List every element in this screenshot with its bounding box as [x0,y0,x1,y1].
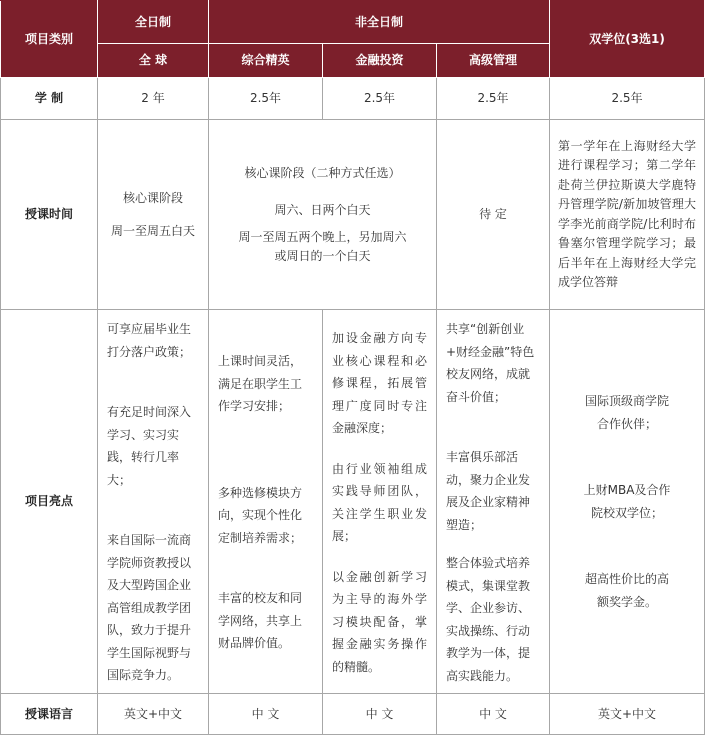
duration-senior: 2.5年 [437,78,550,120]
schedule-global-title: 核心课阶段 [122,190,183,205]
language-dual: 英文+中文 [550,694,705,735]
highlights-global [98,310,209,694]
schedule-parttime-title: 核心课阶段（二种方式任选） [244,165,401,180]
highlights-senior-item: 整合体验式培养模式，集课堂教学、企业参访、实战操练、行动教学为一体，提高实践能力。 [446,556,531,683]
highlights-comprehensive-item: 多种选修模块方向，实现个性化定制培养需求； [218,485,303,545]
schedule-label: 授课时间 [1,120,98,310]
duration-comprehensive: 2.5年 [209,78,323,120]
highlights-finance-item: 由行业领袖组成实践导师团队，关注学生职业发展； [332,461,427,543]
schedule-parttime-opt2: 周一至周五两个晚上，另加周六或周日的一个白天 [238,229,407,263]
duration-dual: 2.5年 [550,78,705,120]
header-senior: 高级管理 [437,44,550,78]
schedule-parttime-opt1: 周六、日两个白天 [274,202,371,217]
highlights-comprehensive [209,310,323,694]
highlights-senior-item: 共享“创新创业+财经金融”特色校友网络，成就奋斗价值； [446,322,535,404]
duration-global: 2 年 [98,78,209,120]
highlights-global-item: 有充足时间深入学习、实习实践，转行几率大； [107,405,192,487]
duration-finance: 2.5年 [323,78,437,120]
header-global: 全 球 [98,44,209,78]
header-fulltime: 全日制 [98,1,209,44]
language-finance: 中 文 [323,694,437,735]
highlights-comprehensive-item: 丰富的校友和同学网络，共享上财品牌价值。 [218,591,303,651]
language-label: 授课语言 [1,694,98,735]
schedule-global [98,120,209,310]
language-comprehensive: 中 文 [209,694,323,735]
header-dual-degree: 双学位(3选1) [550,1,705,78]
header-finance: 金融投资 [323,44,437,78]
schedule-senior: 待 定 [437,120,550,310]
schedule-dual-text: 第一学年在上海财经大学进行课程学习；第二学年赴荷兰伊拉斯谟大学鹿特丹管理学院/新加坡管理大学李光前商学院/比利时布鲁塞尔管理学院学习；最后半年在上海财经大学完成学位答辩 [558,138,697,289]
row-highlights [1,310,705,694]
highlights-label: 项目亮点 [1,310,98,694]
highlights-finance-item: 以金融创新学习为主导的海外学习模块配备，掌握金融实务操作的精髓。 [332,569,427,674]
highlights-dual-item: 超高性价比的高额奖学金。 [585,572,670,609]
highlights-dual-item: 国际顶级商学院合作伙伴； [585,394,670,431]
highlights-global-item: 可享应届毕业生打分落户政策； [107,322,192,359]
header-comprehensive: 综合精英 [209,44,323,78]
row-schedule [1,120,705,310]
highlights-senior [437,310,550,694]
highlights-senior-item: 丰富俱乐部活动，聚力企业发展及企业家精神塑造； [446,450,531,532]
highlights-dual-item: 上财MBA及合作院校双学位； [583,483,671,520]
schedule-global-time: 周一至周五白天 [110,223,195,238]
duration-label: 学 制 [1,78,98,120]
header-parttime: 非全日制 [209,1,550,44]
language-senior: 中 文 [437,694,550,735]
schedule-dual [550,120,705,310]
row-duration [1,78,705,120]
schedule-parttime [209,120,437,310]
highlights-finance [323,310,437,694]
highlights-comprehensive-item: 上课时间灵活，满足在职学生工作学习安排； [218,354,303,414]
header-category: 项目类别 [1,1,98,78]
row-language [1,694,705,735]
highlights-global-item: 来自国际一流商学院师资教授以及大型跨国企业高管组成教学团队，致力于提升学生国际视野与国际竞争力。 [107,533,192,683]
language-global: 英文+中文 [98,694,209,735]
highlights-finance-item: 加设金融方向专业核心课程和必修课程，拓展管理广度同时专注金融深度； [332,331,427,435]
highlights-dual [550,310,705,694]
